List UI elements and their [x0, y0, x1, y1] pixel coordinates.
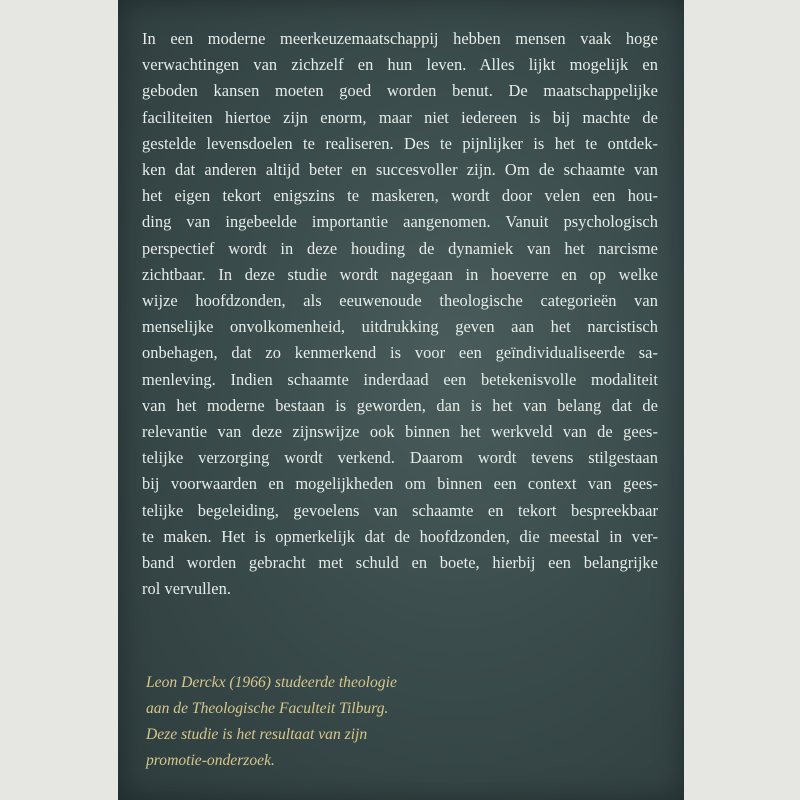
blurb-line: het eigen tekort enigszins te maskeren, wordt door velen een hou- [142, 186, 658, 206]
blurb-line: gestelde levensdoelen te realiseren. Des te pijnlijker is het te ontdek- [142, 133, 658, 153]
blurb-line: ding van ingebeelde importantie aangenomen. Vanuit psychologisch [142, 212, 658, 232]
blurb-line: relevantie van deze zijnswijze ook binnen het werkveld van de gees- [142, 422, 658, 442]
blurb-line: In een moderne meerkeuzemaatschappij hebben mensen vaak hoge [142, 29, 658, 48]
blurb-line: faciliteiten hiertoe zijn enorm, maar niet iedereen is bij machte de [142, 107, 658, 127]
blurb-line: wijze hoofdzonden, als eeuwenoude theologische categorieën van [142, 291, 658, 311]
blurb-line: van het moderne bestaan is geworden, dan is het van belang dat de [142, 395, 658, 415]
author-bio [146, 670, 546, 774]
blurb-line: band worden gebracht met schuld en boete, hierbij een belangrijke [142, 553, 658, 573]
blurb-line: telijke verzorging wordt verkend. Daarom wordt tevens stilgestaan [142, 448, 658, 468]
book-back-cover [118, 0, 684, 800]
blurb-line: menleving. Indien schaamte inderdaad een betekenisvolle modaliteit [142, 369, 658, 389]
blurb-line: geboden kansen moeten goed worden benut. De maatschappelijke [142, 81, 658, 101]
blurb-line: zichtbaar. In deze studie wordt nagegaan in hoeverre en op welke [142, 264, 658, 284]
blurb-line: perspectief wordt in deze houding de dynamiek van het narcisme [142, 238, 658, 258]
blurb-line: menselijke onvolkomenheid, uitdrukking geven aan het narcistisch [142, 317, 658, 337]
author-bio-line: promotie-onderzoek. [146, 752, 275, 769]
author-bio-line: aan de Theologische Faculteit Tilburg. [146, 700, 389, 717]
blurb-line: bij voorwaarden en mogelijkheden om binnen een context van gees- [142, 474, 658, 494]
blurb-line: verwachtingen van zichzelf en hun leven. Alles lijkt mogelijk en [142, 55, 658, 75]
blurb-line: rol vervullen. [142, 579, 231, 599]
author-bio-line: Leon Derckx (1966) studeerde theologie [146, 674, 397, 691]
blurb-line: telijke begeleiding, gevoelens van schaamte en tekort bespreekbaar [142, 500, 658, 520]
blurb-line: onbehagen, dat zo kenmerkend is voor een geïndividualiseerde sa- [142, 343, 658, 363]
blurb-line: ken dat anderen altijd beter en succesvoller zijn. Om de schaamte van [142, 160, 658, 180]
author-bio-line: Deze studie is het resultaat van zijn [146, 726, 368, 743]
blurb-line: te maken. Het is opmerkelijk dat de hoofdzonden, die meestal in ver- [142, 526, 658, 546]
back-cover-blurb [142, 26, 658, 602]
